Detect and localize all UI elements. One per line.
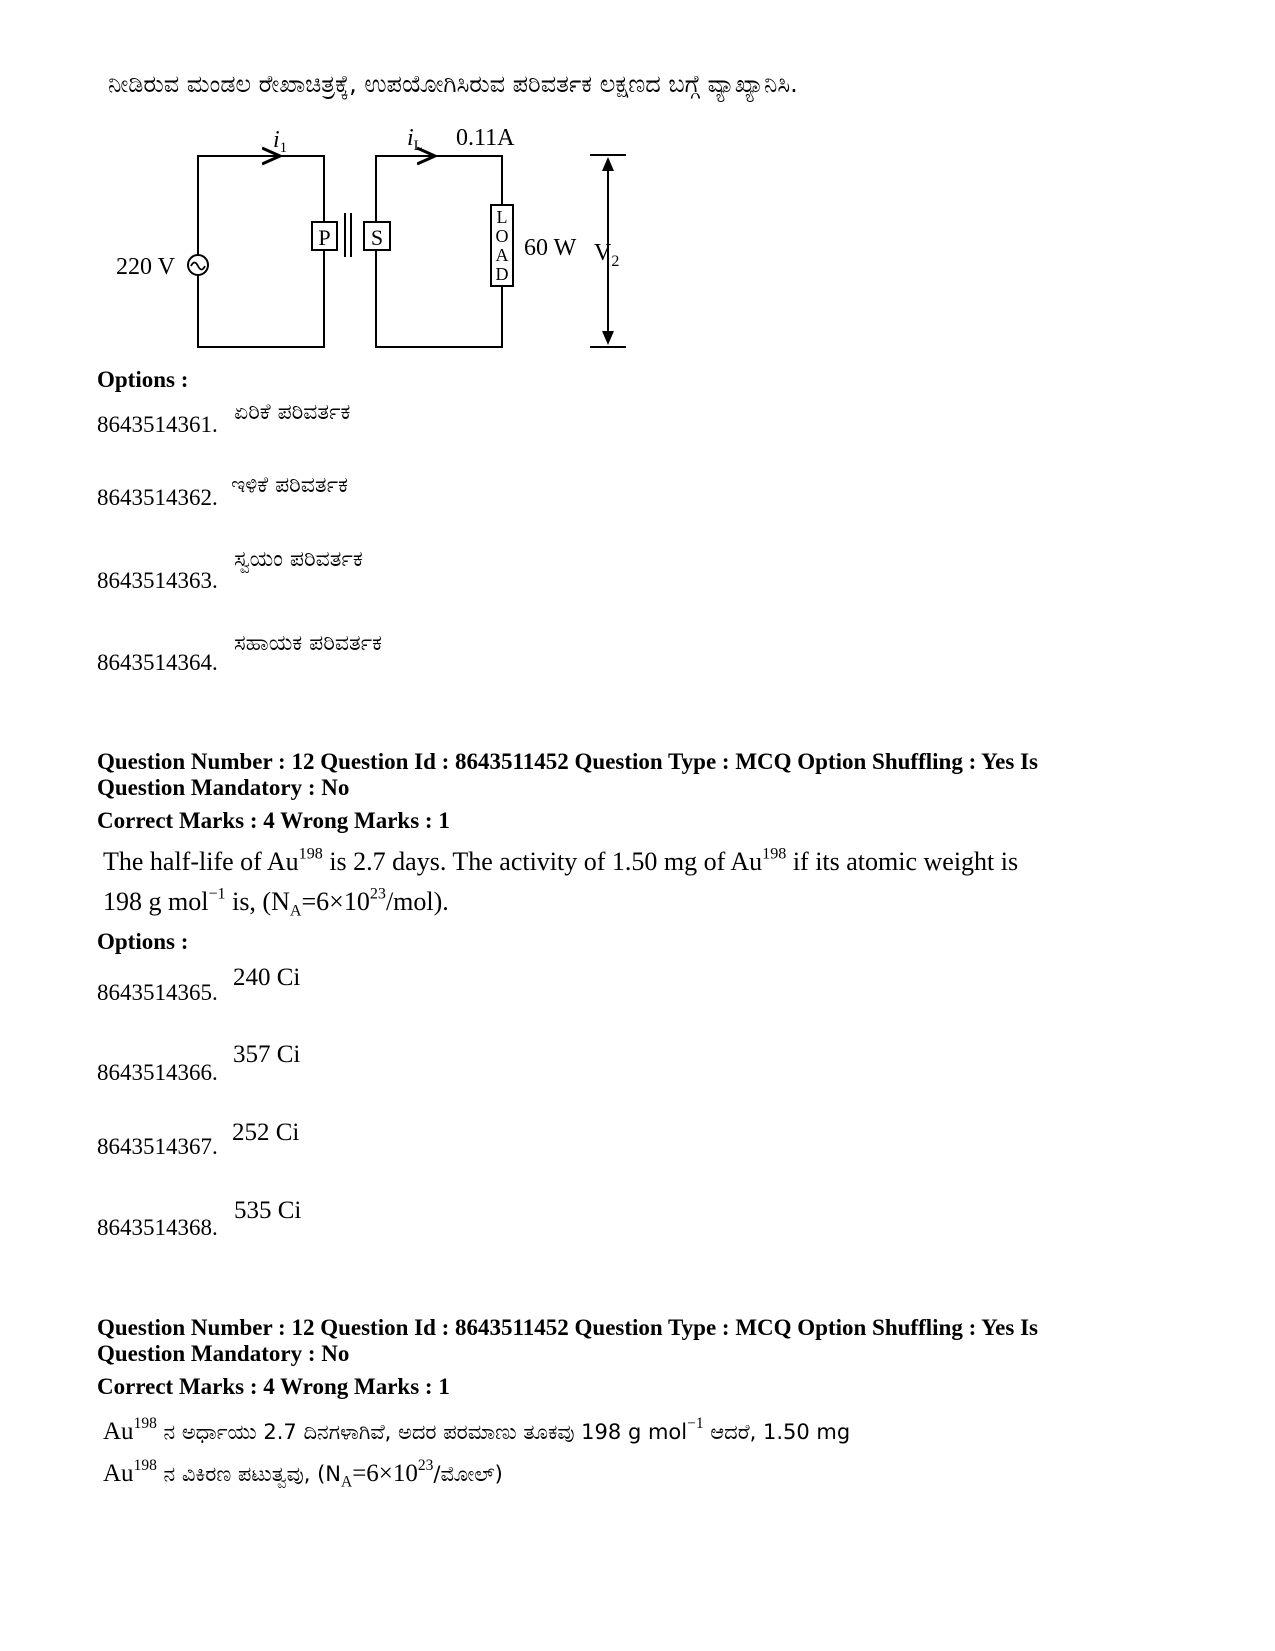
- iL-base: i: [407, 125, 414, 151]
- i1-sub: 1: [279, 140, 288, 156]
- q12-kn-marks: Correct Marks : 4 Wrong Marks : 1: [97, 1374, 450, 1399]
- primary-coil-label: P: [318, 225, 331, 250]
- i1-label: [273, 127, 287, 156]
- q11-option-text[interactable]: ಏರಿಕೆ ಪರಿವರ್ತಕ: [234, 400, 351, 425]
- load-letter: A: [495, 245, 509, 265]
- q11-option-id: 8643514364.: [97, 650, 218, 675]
- v2-arrow-up: [602, 157, 614, 171]
- q12-en-stem: The half-life of Au$^{198}$ is 2.7 days. The activity of 1.50 mg of Au$^{198}$ if its atomic weight is 198 g mol$^{-1}$ is, $(N_A=6\times 10^{23}/mol)$.: [103, 845, 1019, 920]
- secondary-coil-label: S: [370, 225, 384, 250]
- q12-en-marks: Correct Marks : 4 Wrong Marks : 1: [97, 808, 450, 833]
- q12-option-id: 8643514366.: [97, 1060, 218, 1085]
- q12-option-text[interactable]: 535 Ci: [234, 1197, 302, 1224]
- q11-stem: ನೀಡಿರುವ ಮಂಡಲ ರೇಖಾಚಿತ್ರಕ್ಕೆ, ಉಪಯೋಗಿಸಿರುವ ಪರಿವರ್ತಕ ಲಕ್ಷಣದ ಬಗ್ಗೆ ವ್ಯಾಖ್ಯಾನಿಸಿ.: [108, 70, 798, 98]
- i1-base: i: [273, 127, 280, 153]
- load-letter: D: [495, 264, 509, 284]
- q12-kn-meta-line2: Question Mandatory : No: [97, 1341, 350, 1366]
- source-voltage-label: 220 V: [116, 254, 175, 280]
- q12-en-meta: [97, 749, 1038, 801]
- v2-arrow-down: [602, 331, 614, 345]
- q12-option-text[interactable]: 240 Ci: [233, 964, 301, 991]
- q12-option-text[interactable]: 357 Ci: [233, 1041, 301, 1068]
- load-letter: L: [496, 207, 508, 227]
- q11-options-label: Options :: [97, 367, 189, 392]
- load-power-label: 60 W: [524, 235, 577, 261]
- v2-sub: 2: [611, 253, 620, 270]
- q12-en-meta-line1: Question Number : 12 Question Id : 8643511452 Question Type : MCQ Option Shuffling : Yes Is: [97, 749, 1038, 774]
- q11-option-text[interactable]: ಇಳಿಕೆ ಪರಿವರ್ತಕ: [231, 473, 348, 498]
- iL-sub: L: [413, 138, 423, 154]
- load-letter: O: [495, 226, 509, 246]
- iL-label: [407, 125, 423, 154]
- current-value-label: 0.11A: [456, 125, 515, 151]
- q12-option-text[interactable]: 252 Ci: [232, 1119, 300, 1146]
- q12-option-id: 8643514368.: [97, 1215, 218, 1240]
- q11-option-text[interactable]: ಸಹಾಯಕ ಪರಿವರ್ತಕ: [234, 631, 382, 656]
- q12-kn-stem: Au$^{198}$ ನ ಅರ್ಧಾಯು 2.7 ದಿನಗಳಾಗಿವೆ, ಅದರ ಪರಮಾಣು ತೂಕವು 198 g mol$^{-1}$ ಆದರೆ, 1.50 mg Au$^{198}$ ನ ವಿಕಿರಣ ಪಟುತ್ವವು, $(N_A=6\times 10^{23}/ಮೋಲ್)$: [103, 1415, 851, 1491]
- q12-option-id: 8643514365.: [97, 980, 218, 1005]
- q11-option-text[interactable]: ಸ್ವಯಂ ಪರಿವರ್ತಕ: [234, 547, 363, 572]
- q11-option-id: 8643514361.: [97, 412, 218, 437]
- transformer-circuit-diagram: [100, 115, 660, 360]
- q12-kn-meta: [97, 1315, 1038, 1367]
- primary-circuit-wire: [198, 156, 324, 347]
- v2-label: [594, 240, 619, 270]
- q12-kn-meta-line1: Question Number : 12 Question Id : 8643511452 Question Type : MCQ Option Shuffling : Yes Is: [97, 1315, 1038, 1340]
- q11-option-id: 8643514362.: [97, 485, 218, 510]
- secondary-circuit-wire: [376, 156, 502, 347]
- q12-en-meta-line2: Question Mandatory : No: [97, 775, 350, 800]
- q11-option-id: 8643514363.: [97, 568, 218, 593]
- q12-option-id: 8643514367.: [97, 1134, 218, 1159]
- v2-base: V: [594, 240, 612, 266]
- q12-en-options-label: Options :: [97, 929, 189, 954]
